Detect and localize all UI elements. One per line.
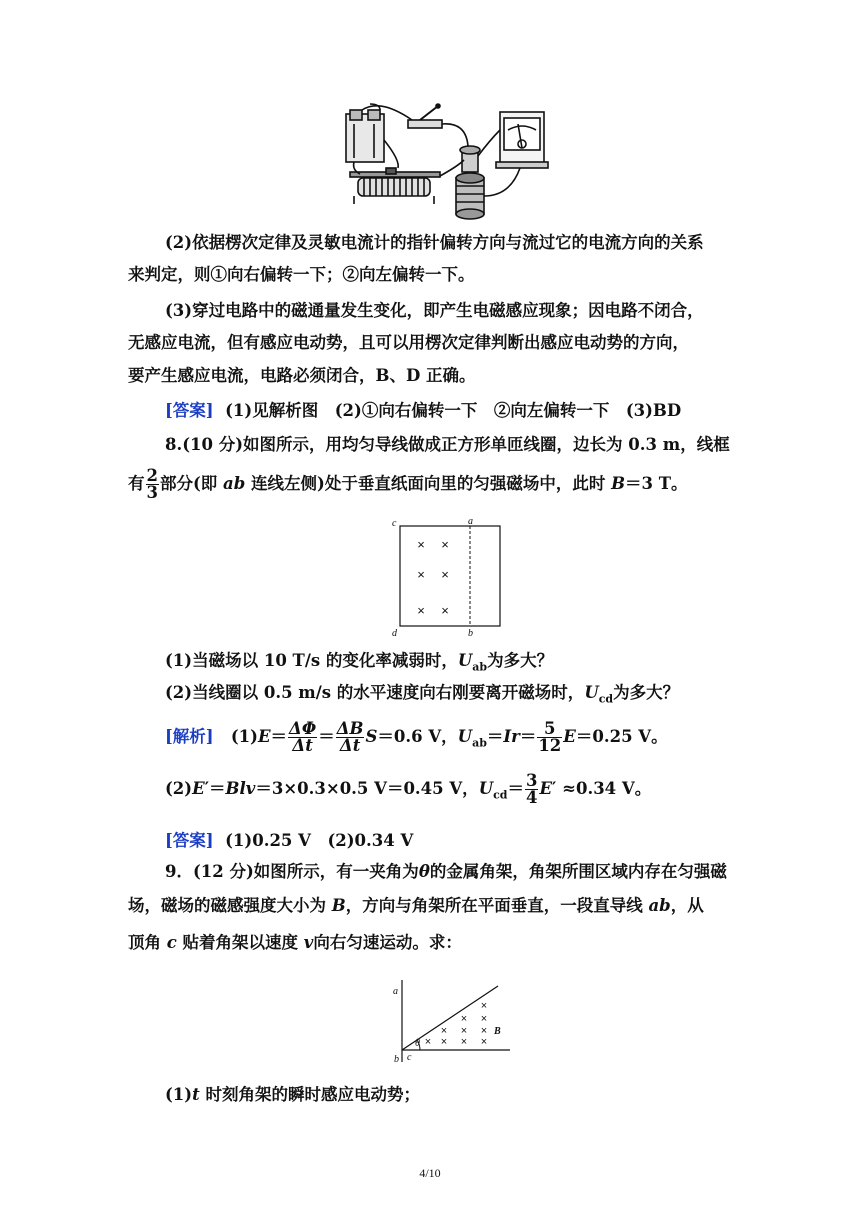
q8-1-text-b: 为多大？ bbox=[487, 651, 554, 670]
s82-r3: ＝ bbox=[507, 779, 524, 798]
s8-p1: (1) bbox=[230, 727, 258, 746]
page-number: 4/10 bbox=[419, 1166, 441, 1180]
svg-text:×: × bbox=[417, 567, 425, 582]
fraction-two-thirds bbox=[146, 468, 159, 501]
q8-2-text-a: (2)当线圈以 0.5 m/s 的水平速度向右刚要离开磁场时， bbox=[165, 683, 585, 702]
circuit-apparatus-figure bbox=[340, 100, 560, 222]
question-8-part-2 bbox=[165, 678, 777, 714]
q8-text-b: 部分(即 bbox=[159, 474, 224, 493]
s8-f3n: 5 bbox=[537, 721, 562, 738]
s8-f1d: Δt bbox=[292, 736, 313, 755]
solution-8-part-1 bbox=[165, 720, 777, 760]
svg-text:×: × bbox=[440, 1036, 448, 1048]
label-c: c bbox=[407, 1052, 412, 1063]
solution-7-part-3-line1: (3)穿过电路中的磁通量发生变化，即产生电磁感应现象；因电路不闭合， bbox=[165, 301, 704, 320]
s8-ab: ab bbox=[472, 736, 487, 750]
answer-7-text: (1)见解析图 (2)①向右偏转一下 ②向左偏转一下 (3)BD bbox=[225, 401, 682, 420]
label-b: b bbox=[394, 1054, 399, 1065]
answer-8 bbox=[165, 826, 777, 856]
q8-ab: ab bbox=[223, 474, 246, 493]
s82-E2: E bbox=[539, 779, 553, 798]
square-loop-figure bbox=[388, 516, 508, 640]
s8-f1n: ΔΦ bbox=[289, 719, 317, 738]
q9-l2c: ，从 bbox=[670, 896, 704, 915]
s8-eq1: ＝ bbox=[270, 727, 288, 746]
solution-7-part-2-line1: (2)依据楞次定律及灵敏电流计的指针偏转方向与流过它的电流方向的关系 bbox=[165, 233, 704, 252]
q9-l3a: 顶角 bbox=[128, 933, 167, 952]
q9-theta: θ bbox=[418, 862, 430, 881]
label-d: d bbox=[392, 628, 397, 639]
svg-text:×: × bbox=[441, 603, 449, 618]
s8-f3d: 12 bbox=[538, 736, 562, 755]
s8-eq2: ＝ bbox=[318, 727, 335, 746]
frac-den: 3 bbox=[146, 483, 158, 502]
question-9-line2 bbox=[128, 891, 740, 921]
s8-E: E bbox=[257, 727, 271, 746]
solution-tag: [解析] bbox=[165, 727, 214, 746]
s82-prime: ′ bbox=[204, 779, 210, 798]
q8-text-d: ＝3 T。 bbox=[625, 474, 688, 493]
svg-text:×: × bbox=[480, 1000, 488, 1012]
solution-7-part-3-line3: 要产生感应电流，电路必须闭合，B、D 正确。 bbox=[128, 366, 476, 385]
s8-r1: ＝0.6 V， bbox=[377, 727, 458, 746]
svg-text:×: × bbox=[480, 1025, 488, 1037]
s8-r3: ＝0.25 V。 bbox=[575, 727, 668, 746]
angle-frame-figure bbox=[386, 974, 516, 1070]
svg-text:×: × bbox=[480, 1036, 488, 1048]
q9-1-t: t bbox=[192, 1085, 200, 1104]
svg-text:×: × bbox=[460, 1013, 468, 1025]
q9-l1a: 9．(12 分)如图所示，有一夹角为 bbox=[165, 862, 419, 881]
s82-fn: 3 bbox=[525, 771, 538, 790]
s82-prime2: ′ bbox=[552, 779, 557, 798]
q8-2-U: U bbox=[584, 683, 599, 702]
s8-Ir: Ir bbox=[503, 727, 520, 746]
q8-text-c: 连线左侧)处于垂直纸面向里的匀强磁场中，此时 bbox=[245, 474, 612, 493]
q9-B: B bbox=[331, 896, 346, 915]
frac-num: 2 bbox=[146, 466, 158, 485]
svg-text:×: × bbox=[417, 603, 425, 618]
q8-text-a: 有 bbox=[128, 474, 145, 493]
svg-text:×: × bbox=[460, 1036, 468, 1048]
s82-Blv: Blv bbox=[225, 779, 256, 798]
answer-tag: [答案] bbox=[165, 831, 214, 850]
q9-l2a: 场，磁场的磁感强度大小为 bbox=[128, 896, 332, 915]
q9-l3b: 贴着角架以速度 bbox=[176, 933, 304, 952]
question-9-line1 bbox=[165, 857, 777, 887]
solution-8-part-2 bbox=[165, 772, 777, 812]
s82-r2: ＝3×0.3×0.5 V＝0.45 V， bbox=[255, 779, 479, 798]
s82-E: E bbox=[192, 779, 205, 798]
question-8-part-1 bbox=[165, 646, 777, 682]
q8-2-sub: cd bbox=[598, 692, 614, 706]
q9-l3c: 向右匀速运动。求： bbox=[313, 933, 462, 952]
q8-1-sub: ab bbox=[472, 660, 488, 674]
q9-1-b: 时刻角架的瞬时感应电动势； bbox=[199, 1085, 420, 1104]
s82-U: U bbox=[478, 779, 494, 798]
svg-text:×: × bbox=[441, 537, 449, 552]
q8-1-U: U bbox=[457, 651, 473, 670]
q8-1-text-a: (1)当磁场以 10 T/s 的变化率减弱时， bbox=[165, 651, 458, 670]
q8-B: B bbox=[611, 474, 626, 493]
label-theta: θ bbox=[415, 1038, 420, 1049]
label-a: a bbox=[393, 986, 398, 997]
svg-text:×: × bbox=[440, 1025, 448, 1037]
s8-f2n: ΔB bbox=[336, 719, 364, 738]
svg-text:×: × bbox=[417, 537, 425, 552]
answer-8-text: (1)0.25 V (2)0.34 V bbox=[225, 831, 414, 850]
svg-text:×: × bbox=[441, 567, 449, 582]
s82-cd: cd bbox=[493, 788, 508, 802]
fraction-3-4 bbox=[525, 773, 538, 806]
s82-r4: ≈0.34 V。 bbox=[562, 779, 652, 798]
q9-c: c bbox=[166, 933, 177, 952]
s82-fd: 4 bbox=[525, 788, 538, 807]
q9-ab: ab bbox=[648, 896, 671, 915]
s8-r2: ＝ bbox=[486, 727, 504, 746]
label-c: c bbox=[392, 518, 397, 529]
s8-eq3: ＝ bbox=[519, 727, 537, 746]
solution-7-part-2-line2: 来判定，则①向右偏转一下；②向左偏转一下。 bbox=[128, 265, 475, 284]
solution-7-part-3-line2: 无感应电流，但有感应电动势，且可以用楞次定律判断出感应电动势的方向， bbox=[128, 333, 689, 352]
fraction-dphi-dt bbox=[288, 721, 317, 754]
q9-v: v bbox=[303, 933, 314, 952]
question-9-part-1 bbox=[165, 1080, 777, 1110]
s8-S: S bbox=[365, 727, 378, 746]
svg-text:×: × bbox=[480, 1013, 488, 1025]
q8-2-text-b: 为多大？ bbox=[613, 683, 680, 702]
s8-f2d: Δt bbox=[339, 736, 361, 755]
fraction-db-dt bbox=[336, 721, 365, 754]
question-8-line1: 8.(10 分)如图所示，用均匀导线做成正方形单匝线圈，边长为 0.3 m，线框 bbox=[165, 435, 730, 454]
fraction-5-12 bbox=[537, 721, 562, 754]
q9-l2b: ，方向与角架所在平面垂直，一段直导线 bbox=[345, 896, 649, 915]
answer-tag: [答案] bbox=[165, 401, 214, 420]
question-9-line3 bbox=[128, 928, 740, 958]
label-a: a bbox=[468, 516, 473, 527]
s8-U: U bbox=[457, 727, 473, 746]
svg-text:×: × bbox=[460, 1025, 468, 1037]
q9-l1b: 的金属角架，角架所围区域内存在匀强磁 bbox=[429, 862, 727, 881]
question-8-line2 bbox=[128, 468, 740, 501]
s82-r1: ＝ bbox=[209, 779, 226, 798]
svg-text:×: × bbox=[424, 1036, 432, 1048]
answer-7 bbox=[165, 396, 777, 426]
label-B: B bbox=[494, 1026, 501, 1037]
s82-p1: (2) bbox=[165, 779, 193, 798]
q9-1-a: (1) bbox=[165, 1085, 193, 1104]
label-b: b bbox=[468, 628, 473, 639]
s8-E2: E bbox=[563, 727, 576, 746]
